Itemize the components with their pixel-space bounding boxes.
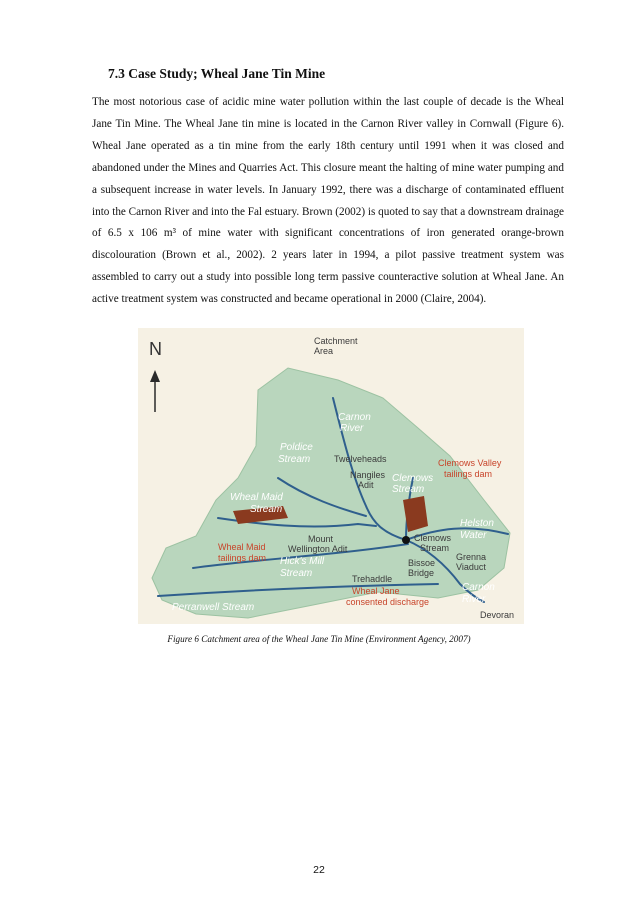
- label-grenna2: Viaduct: [456, 562, 486, 572]
- label-poldice2: Stream: [278, 454, 311, 465]
- label-clemows-stream-top1: Clemows: [392, 473, 434, 484]
- label-clemows-valley2: tailings dam: [444, 469, 493, 479]
- label-nangiles1: Nangiles: [350, 470, 386, 480]
- label-hicks1: Hick's Mill: [280, 556, 325, 567]
- label-carnon-river-top1: Carnon: [338, 412, 371, 423]
- page-number: 22: [313, 864, 325, 876]
- label-wheal-maid-stream2: Stream: [250, 504, 283, 515]
- label-perranwell: Perranwell Stream: [172, 602, 255, 613]
- paragraph-text: The most notorious case of acidic mine water pollution within the last couple of decade is the Wheal Jane Tin Mine. The Wheal Jane tin mine is located in the Carnon River valley in Cornwall (Figure 6). Wheal Jane operated as a tin mine from the early 18th century until 1991 when it was closed and abandoned under the Mines and Quarries Act. This closure meant the halting of mine water pumping and a subsequent increase in water levels. In January 1992, there was a discharge of contaminated effluent into the Carnon River and into the Fal estuary. Brown (2002) is quoted to say that a downstream drainage of 6.5 x 106 m³ of mine water with significant concentrations of iron generated orange-brown discolouration (Brown et al., 2002). 2 years later in 1994, a pilot passive treatment system was assembled to carry out a study into possible long term passive counteractive solution at Wheal Jane. An active treatment system was constructed and became operational in 2000 (Claire, 2004).: [92, 96, 564, 306]
- label-clemows-stream-low2: Stream: [420, 543, 450, 553]
- label-nangiles2: Adit: [358, 480, 374, 490]
- label-mount1: Mount: [308, 534, 334, 544]
- label-wj-discharge2: consented discharge: [346, 597, 430, 607]
- label-hicks2: Stream: [280, 568, 313, 579]
- label-wheal-maid-stream1: Wheal Maid: [230, 492, 283, 503]
- label-mount2: Wellington Adit: [288, 544, 348, 554]
- label-carnon-river-low1: Carnon: [462, 582, 495, 593]
- label-devoran: Devoran: [480, 610, 515, 620]
- label-carnon-river-low2: River: [462, 594, 486, 605]
- label-catchment2: Area: [314, 346, 334, 356]
- label-twelveheads: Twelveheads: [334, 454, 387, 464]
- north-arrow: [149, 339, 162, 412]
- label-bissoe2: Bridge: [408, 568, 435, 578]
- body-paragraph: [92, 92, 564, 311]
- label-wj-discharge1: Wheal Jane: [352, 586, 400, 596]
- label-clemows-stream-low1: Clemows: [414, 533, 452, 543]
- label-helston1: Helston: [460, 518, 494, 529]
- north-label: N: [149, 339, 162, 359]
- label-poldice1: Poldice: [280, 442, 313, 453]
- label-grenna1: Grenna: [456, 552, 487, 562]
- label-clemows-stream-top2: Stream: [392, 484, 425, 495]
- label-carnon-river-top2: River: [340, 423, 364, 434]
- label-bissoe1: Bissoe: [408, 558, 436, 568]
- catchment-map-figure: [138, 328, 524, 624]
- label-wheal-maid-tailings2: tailings dam: [218, 553, 267, 563]
- section-heading: 7.3 Case Study; Wheal Jane Tin Mine: [108, 66, 326, 81]
- wheal-jane-site-marker: [402, 536, 410, 544]
- catchment-map: [138, 328, 524, 624]
- label-helston2: Water: [460, 530, 487, 541]
- label-clemows-valley1: Clemows Valley: [438, 458, 502, 468]
- label-trehaddle: Trehaddle: [352, 574, 393, 584]
- label-wheal-maid-tailings1: Wheal Maid: [218, 542, 266, 552]
- figure-caption: Figure 6 Catchment area of the Wheal Jane Tin Mine (Environment Agency, 2007): [167, 634, 471, 644]
- label-catchment1: Catchment: [314, 336, 358, 346]
